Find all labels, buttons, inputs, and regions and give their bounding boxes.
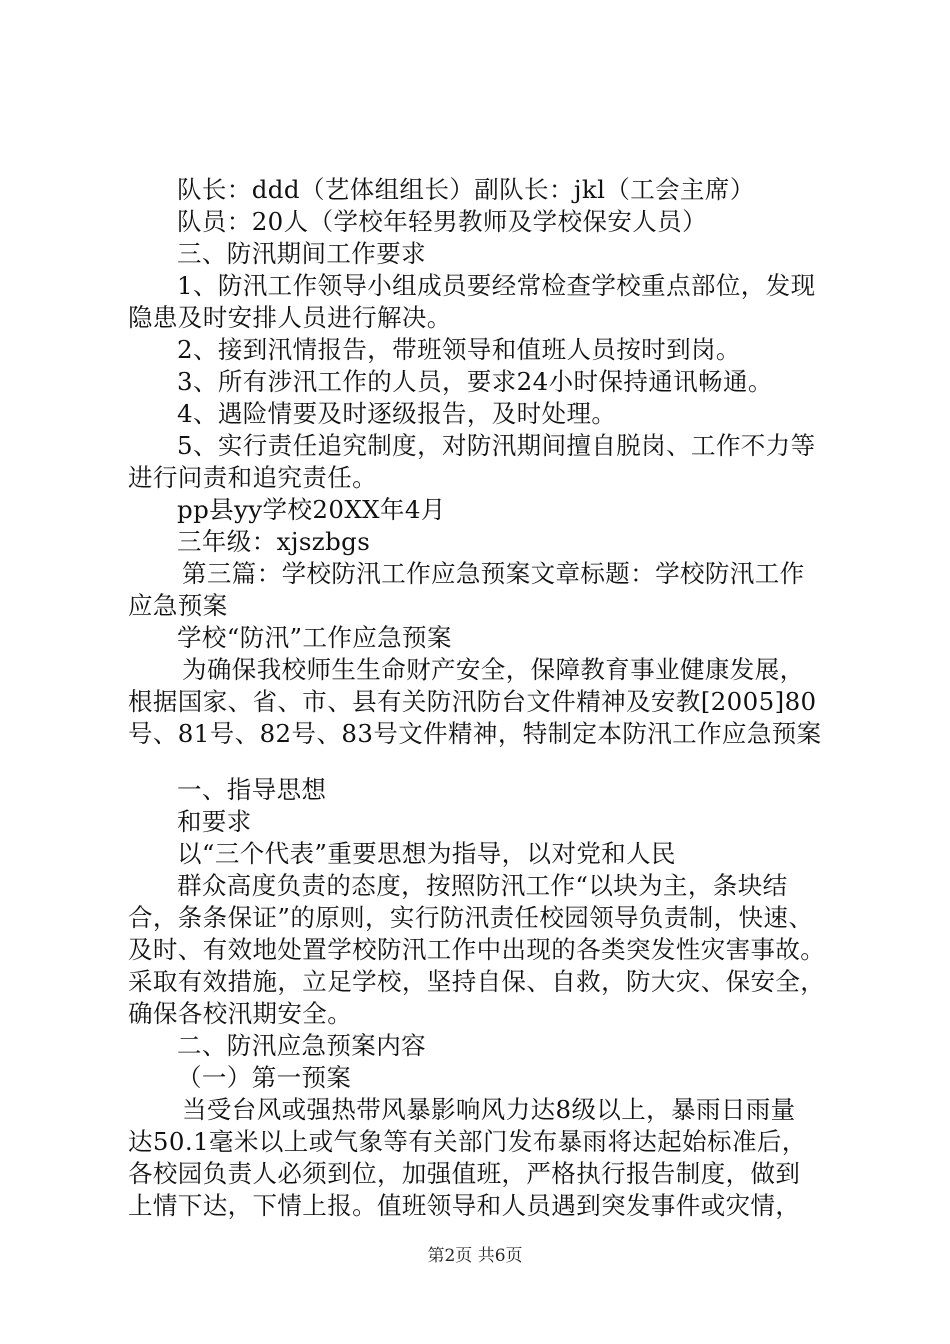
- document-body: [128, 174, 833, 1222]
- paragraph-line: 根据国家、省、市、县有关防汛防台文件精神及安教[2005]80: [128, 687, 817, 716]
- paragraph-line: 进行问责和追究责任。: [128, 463, 377, 492]
- paragraph-line: 5、实行责任追究制度，对防汛期间擅自脱岗、工作不力等: [177, 431, 816, 460]
- paragraph-line: 及时、有效地处置学校防汛工作中出现的各类突发性灾害事故。: [128, 935, 826, 964]
- paragraph-line: 当受台风或强热带风暴影响风力达8级以上，暴雨日雨量: [182, 1095, 796, 1124]
- chapter-title: 应急预案: [128, 591, 228, 620]
- chapter-title: 第三篇：学校防汛工作应急预案文章标题：学校防汛工作: [182, 559, 805, 588]
- section-heading: 二、防汛应急预案内容: [177, 1031, 426, 1060]
- paragraph-line: 上情下达，下情上报。值班领导和人员遇到突发事件或灾情，: [128, 1191, 801, 1220]
- paragraph-line: 群众高度负责的态度，按照防汛工作“以块为主，条块结: [177, 871, 788, 900]
- paragraph-line: 以“三个代表”重要思想为指导，以对党和人民: [177, 839, 676, 868]
- paragraph-line: 各校园负责人必须到位，加强值班，严格执行报告制度，做到: [128, 1159, 801, 1188]
- paragraph-line: 号、81号、82号、83号文件精神，特制定本防汛工作应急预案: [128, 719, 822, 748]
- paragraph-line: 达50.1毫米以上或气象等有关部门发布暴雨将达起始标准后，: [128, 1127, 807, 1156]
- paragraph-line: 确保各校汛期安全。: [128, 999, 353, 1028]
- paragraph-line: 队员：20人（学校年轻男教师及学校保安人员）: [177, 207, 707, 236]
- paragraph-line: 采取有效措施，立足学校，坚持自保、自救，防大灾、保安全，: [128, 967, 826, 996]
- paragraph-line: 1、防汛工作领导小组成员要经常检查学校重点部位，发现: [177, 271, 816, 300]
- paragraph-line: 4、遇险情要及时逐级报告，及时处理。: [177, 399, 617, 428]
- page-number-footer: 第2页 共6页: [427, 1246, 523, 1266]
- paragraph-line: 3、所有涉汛工作的人员，要求24小时保持通讯畅通。: [177, 367, 773, 396]
- section-heading: 和要求: [177, 807, 252, 836]
- section-heading: 一、指导思想: [177, 775, 327, 804]
- paragraph-line: 三年级：xjszbgs: [177, 527, 371, 556]
- document-title: 学校“防汛”工作应急预案: [177, 623, 452, 652]
- paragraph-line: 为确保我校师生生命财产安全，保障教育事业健康发展，: [182, 655, 805, 684]
- paragraph-line: 合，条条保证”的原则，实行防汛责任校园领导负责制，快速、: [128, 903, 814, 932]
- paragraph-line: 2、接到汛情报告，带班领导和值班人员按时到岗。: [177, 335, 741, 364]
- paragraph-line: 队长：ddd（艺体组组长）副队长：jkl（工会主席）: [177, 175, 755, 204]
- blank-line: [128, 750, 833, 774]
- subsection-heading: （一）第一预案: [177, 1063, 352, 1092]
- signature-line: pp县yy学校20XX年4月: [177, 495, 446, 524]
- section-heading: 三、防汛期间工作要求: [177, 239, 426, 268]
- paragraph-line: 隐患及时安排人员进行解决。: [128, 303, 452, 332]
